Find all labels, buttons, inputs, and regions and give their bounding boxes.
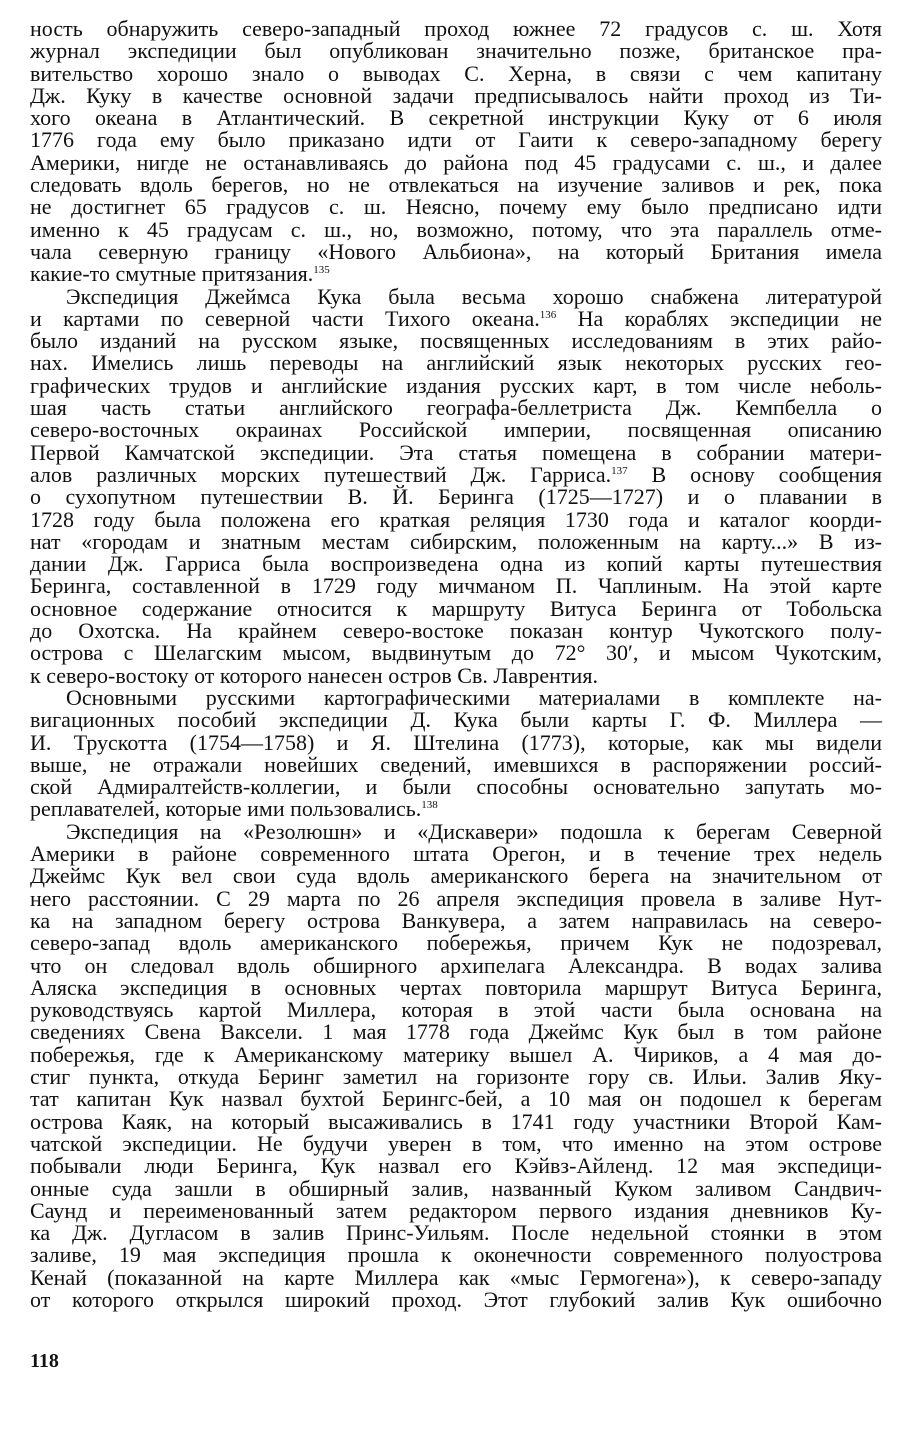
page-number: 118 bbox=[30, 1350, 59, 1372]
text-line: стиг пункта, откуда Беринг заметил на горизонте гору св. Ильи. Залив Яку- bbox=[30, 1064, 882, 1090]
text-line: сведениях Свена Ваксели. 1 мая 1778 года Джеймс Кук был в том районе bbox=[30, 1019, 882, 1045]
text-line: чатской экспедиции. Не будучи уверен в том, что именно на этом острове bbox=[30, 1130, 882, 1156]
text-line: шая часть статьи английского географа-беллетриста Дж. Кемпбелла о bbox=[30, 395, 882, 421]
text-line bbox=[30, 798, 882, 820]
text-line bbox=[30, 305, 882, 331]
text-line: Беринга, составленной в 1729 году мичманом П. Чаплиным. На этой карте bbox=[30, 573, 882, 599]
text-line: И. Трускотта (1754—1758) и Я. Штелина (1773), которые, как мы видели bbox=[30, 729, 882, 755]
text-line: него расстоянии. С 29 марта по 26 апреля экспедиция провела в заливе Нут- bbox=[30, 885, 882, 911]
text-line: Саунд и переименованный затем редактором первого издания дневников Ку- bbox=[30, 1197, 882, 1223]
text-line: нах. Имелись лишь переводы на английский язык некоторых русских гео- bbox=[30, 350, 882, 376]
text-line: к северо-востоку от которого нанесен остров Св. Лаврентия. bbox=[30, 662, 598, 688]
text-line: нат «городам и знатным местам сибирским, положенным на карту...» В из- bbox=[30, 528, 882, 554]
text-segment: В основу сообщения bbox=[627, 461, 883, 487]
text-line: было изданий на русском языке, посвященных исследованиям в этих райо- bbox=[30, 328, 882, 354]
text-line: 1728 году была положена его краткая реляция 1730 года и каталог коорди- bbox=[30, 506, 882, 532]
text-line: графических трудов и английские издания русских карт, в том числе неболь- bbox=[30, 372, 882, 398]
paragraph bbox=[30, 283, 883, 688]
text-line: следовать вдоль берегов, но не отвлекаться на изучение заливов и рек, пока bbox=[30, 172, 882, 198]
text-line: хого океана в Атлантический. В секретной инструкции Куку от 6 июля bbox=[30, 105, 882, 131]
text-line bbox=[30, 263, 882, 285]
text-line: Америки, нигде не останавливаясь до района под 45 градусами с. ш., и далее bbox=[30, 149, 882, 175]
text-line: онные суда зашли в обширный залив, названный Куком заливом Сандвич- bbox=[30, 1175, 882, 1201]
text-line: заливе, 19 мая экспедиция прошла к оконечности современного полуострова bbox=[30, 1242, 882, 1268]
text-line: до Охотска. На крайнем северо-востоке показан контур Чукотского полу- bbox=[30, 618, 882, 644]
text-line bbox=[30, 461, 883, 487]
text-line: ской Адмиралтейств-коллегии, и были способны основательно запутать мо- bbox=[30, 774, 882, 800]
text-line: дании Дж. Гарриса была воспроизведена одна из копий карты путешествия bbox=[30, 551, 882, 577]
text-line: побережья, где к Американскому материку вышел А. Чириков, а 4 мая до- bbox=[30, 1041, 882, 1067]
text-line: что он следовал вдоль обширного архипелага Александра. В водах залива bbox=[30, 952, 882, 978]
text-segment: и картами по северной части Тихого океана. bbox=[30, 305, 540, 331]
text-line: ность обнаружить северо-западный проход южнее 72 градусов с. ш. Хотя bbox=[30, 16, 882, 41]
text-line: ка Дж. Дугласом в залив Принс-Уильям. После недельной стоянки в этом bbox=[30, 1220, 882, 1246]
text-line: от которого открылся широкий проход. Этот глубокий залив Кук ошибочно bbox=[30, 1287, 882, 1313]
text-line: Экспедиция Джеймса Кука была весьма хорошо снабжена литературой bbox=[66, 283, 882, 309]
footnote-reference: 138 bbox=[421, 799, 438, 812]
text-line: журнал экспедиции был опубликован значительно позже, британское пра- bbox=[30, 38, 882, 64]
text-line: побывали люди Беринга, Кук назвал его Кэйвз-Айленд. 12 мая экспедици- bbox=[30, 1153, 882, 1179]
text-line: руководствуясь картой Миллера, которая в этой части была основана на bbox=[30, 997, 882, 1023]
footnote-reference: 137 bbox=[611, 464, 628, 477]
text-line: о сухопутном путешествии В. Й. Беринга (1725—1727) и о плавании в bbox=[30, 484, 882, 510]
text-line: Первой Камчатской экспедиции. Эта статья помещена в собрании матери- bbox=[30, 439, 882, 465]
text-line: вительство хорошо знало о выводах С. Херна, в связи с чем капитану bbox=[30, 60, 882, 86]
text-segment: На кораблях экспедиции не bbox=[556, 305, 882, 331]
text-line: острова Каяк, на который высаживались в 1741 году участники Второй Кам- bbox=[30, 1108, 882, 1134]
paragraph bbox=[30, 687, 882, 821]
text-line: именно к 45 градусам с. ш., но, возможно, потому, что эта параллель отме- bbox=[30, 216, 882, 242]
text-line: не достигнет 65 градусов с. ш. Неясно, почему ему было предписано идти bbox=[30, 194, 882, 220]
text-line: ка на западном берегу острова Ванкувера, а затем направилась на северо- bbox=[30, 907, 882, 933]
footnote-reference: 136 bbox=[539, 308, 557, 321]
paragraph bbox=[30, 18, 882, 286]
text-line: Америки в районе современного штата Орегон, и в течение трех недель bbox=[30, 841, 882, 867]
footnote-reference: 135 bbox=[313, 264, 330, 277]
text-line: Аляска экспедиция в основных чертах повторила маршрут Витуса Беринга, bbox=[30, 974, 882, 1000]
text-line: северо-запад вдоль американского побережья, причем Кук не подозревал, bbox=[30, 930, 882, 956]
text-segment: какие-то смутные притязания. bbox=[30, 261, 314, 287]
text-line: тат капитан Кук назвал бухтой Берингс-бей, а 10 мая он подошел к берегам bbox=[30, 1086, 882, 1112]
text-line: чала северную границу «Нового Альбиона», на который Британия имела bbox=[30, 238, 882, 264]
text-line: выше, не отражали новейших сведений, имевшихся в распоряжении россий- bbox=[30, 751, 882, 777]
text-line: Кенай (показанной на карте Миллера как «мыс Гермогена»), к северо-западу bbox=[30, 1264, 882, 1290]
text-segment: реплавателей, которые ими пользовались. bbox=[30, 796, 422, 822]
text-line: основное содержание относится к маршруту Витуса Беринга от Тобольска bbox=[30, 595, 882, 621]
text-line: Основными русскими картографическими материалами в комплекте на- bbox=[66, 685, 882, 710]
text-line: 1776 года ему было приказано идти от Гаити к северо-западному берегу bbox=[30, 127, 882, 153]
text-line: северо-восточных окраинах Российской империи, посвященная описанию bbox=[30, 417, 882, 443]
text-line: острова с Шелагским мысом, выдвинутым до 72° 30′, и мысом Чукотским, bbox=[30, 640, 882, 666]
paragraph bbox=[30, 818, 882, 1313]
text-line: Экспедиция на «Резолюшн» и «Дискавери» подошла к берегам Северной bbox=[66, 818, 882, 844]
text-line: Джеймс Кук вел свои суда вдоль американского берега на значительном от bbox=[30, 863, 882, 889]
text-line: вигационных пособий экспедиции Д. Кука были карты Г. Ф. Миллера — bbox=[30, 707, 882, 733]
text-line: Дж. Куку в качестве основной задачи предписывалось найти проход из Ти- bbox=[30, 82, 882, 108]
text-segment: алов различных морских путешествий Дж. Гарриса. bbox=[30, 461, 612, 487]
